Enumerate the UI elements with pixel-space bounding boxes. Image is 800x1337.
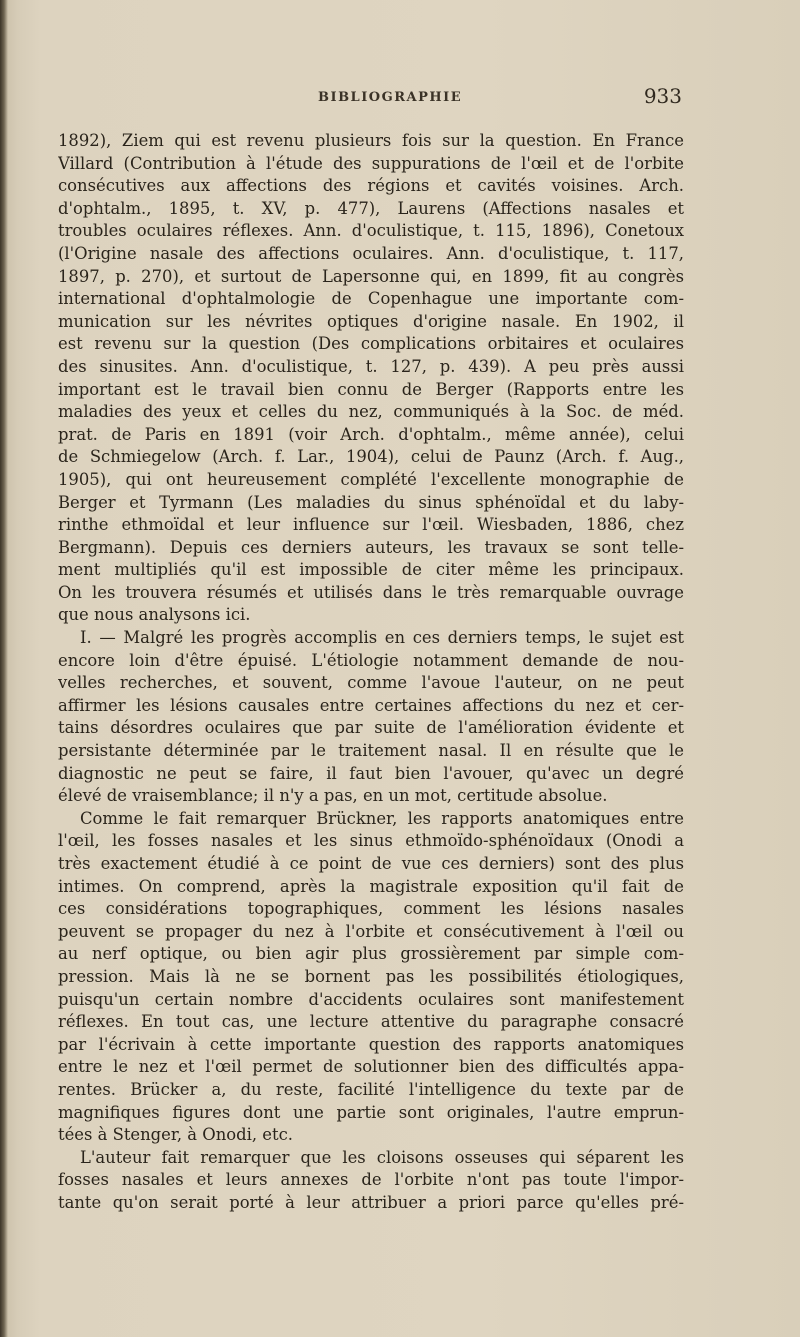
page-header xyxy=(312,84,682,120)
text-line: important est le travail bien connu de Berger (Rapports entre les xyxy=(58,379,684,399)
text-line: magnifiques figures dont une partie sont originales, l'autre emprun- xyxy=(58,1102,684,1122)
text-line: intimes. On comprend, après la magistrale exposition qu'il fait de xyxy=(58,876,684,896)
text-line: persistante déterminée par le traitement nasal. Il en résulte que le xyxy=(58,741,684,761)
text-line: est revenu sur la question (Des complications orbitaires et oculaires xyxy=(58,334,684,354)
text-line: pression. Mais là ne se bornent pas les possibilités étiologiques, xyxy=(58,966,684,986)
text-line: velles recherches, et souvent, comme l'avoue l'auteur, on ne peut xyxy=(58,673,684,693)
text-line: rentes. Brücker a, du reste, facilité l'intelligence du texte par de xyxy=(58,1079,684,1099)
text-line: au nerf optique, ou bien agir plus grossièrement par simple com- xyxy=(58,944,684,964)
text-line: international d'ophtalmologie de Copenhague une importante com- xyxy=(58,289,684,309)
text-line: des sinusites. Ann. d'oculistique, t. 127, p. 439). A peu près aussi xyxy=(58,356,684,376)
text-line: 1905), qui ont heureusement complété l'excellente monographie de xyxy=(58,469,684,489)
text-line: Comme le fait remarquer Brückner, les rapports anatomiques entre xyxy=(80,808,684,828)
text-line: troubles oculaires réflexes. Ann. d'oculistique, t. 115, 1896), Conetoux xyxy=(58,221,684,241)
text-line: ces considérations topographiques, comment les lésions nasales xyxy=(58,899,684,919)
text-line: puisqu'un certain nombre d'accidents oculaires sont manifestement xyxy=(58,989,684,1009)
text-line: Villard (Contribution à l'étude des suppurations de l'œil et de l'orbite xyxy=(58,153,684,173)
text-line: élevé de vraisemblance; il n'y a pas, en un mot, certitude absolue. xyxy=(58,786,608,806)
text-line: diagnostic ne peut se faire, il faut bien l'avouer, qu'avec un degré xyxy=(58,763,684,783)
running-title: BIBLIOGRAPHIE xyxy=(318,90,463,105)
text-line: affirmer les lésions causales entre certaines affections du nez et cer- xyxy=(58,695,684,715)
text-line: fosses nasales et leurs annexes de l'orbite n'ont pas toute l'impor- xyxy=(58,1170,684,1190)
text-line: 1897, p. 270), et surtout de Lapersonne qui, en 1899, fit au congrès xyxy=(58,266,684,286)
text-line: consécutives aux affections des régions et cavités voisines. Arch. xyxy=(58,176,684,196)
text-line: Bergmann). Depuis ces derniers auteurs, les travaux se sont telle- xyxy=(58,537,684,557)
text-line: maladies des yeux et celles du nez, communiqués à la Soc. de méd. xyxy=(58,402,684,422)
text-line: tées à Stenger, à Onodi, etc. xyxy=(58,1125,293,1145)
text-line: entre le nez et l'œil permet de solutionner bien des difficultés appa- xyxy=(58,1057,684,1077)
text-line: 1892), Ziem qui est revenu plusieurs fois sur la question. En France xyxy=(58,131,684,150)
bottom-margin xyxy=(0,1180,800,1337)
text-line: que nous analysons ici. xyxy=(58,605,251,625)
text-line: I. — Malgré les progrès accomplis en ces derniers temps, le sujet est xyxy=(80,628,684,648)
text-line: tains désordres oculaires que par suite de l'amélioration évidente et xyxy=(58,718,684,738)
text-line: On les trouvera résumés et utilisés dans le très remarquable ouvrage xyxy=(58,582,684,602)
text-line: par l'écrivain à cette importante question des rapports anatomiques xyxy=(58,1034,684,1054)
text-line: très exactement étudié à ce point de vue ces derniers) sont des plus xyxy=(58,854,684,873)
text-line: prat. de Paris en 1891 (voir Arch. d'ophtalm., même année), celui xyxy=(58,424,684,444)
text-line: munication sur les névrites optiques d'origine nasale. En 1902, il xyxy=(58,311,684,331)
page-binding-edge xyxy=(0,0,8,1337)
text-line: l'œil, les fosses nasales et les sinus ethmoïdo-sphénoïdaux (Onodi a xyxy=(58,831,684,851)
text-line: encore loin d'être épuisé. L'étiologie notamment demande de nou- xyxy=(58,650,684,670)
body-text xyxy=(58,130,684,1215)
text-line: d'ophtalm., 1895, t. XV, p. 477), Laurens (Affections nasales et xyxy=(58,198,684,218)
text-line: L'auteur fait remarquer que les cloisons osseuses qui séparent les xyxy=(80,1147,684,1167)
page-number: 933 xyxy=(643,84,682,108)
text-line: ment multipliés qu'il est impossible de citer même les principaux. xyxy=(58,560,684,580)
text-line: Berger et Tyrmann (Les maladies du sinus sphénoïdal et du laby- xyxy=(58,492,684,512)
text-line: rinthe ethmoïdal et leur influence sur l'œil. Wiesbaden, 1886, chez xyxy=(58,515,684,535)
text-line: de Schmiegelow (Arch. f. Lar., 1904), celui de Paunz (Arch. f. Aug., xyxy=(58,447,684,467)
text-line: (l'Origine nasale des affections oculaires. Ann. d'oculistique, t. 117, xyxy=(58,243,684,263)
text-line: réflexes. En tout cas, une lecture attentive du paragraphe consacré xyxy=(58,1012,684,1032)
text-line: tante qu'on serait porté à leur attribuer a priori parce qu'elles pré- xyxy=(58,1192,684,1212)
text-line: peuvent se propager du nez à l'orbite et consécutivement à l'œil ou xyxy=(58,921,684,941)
